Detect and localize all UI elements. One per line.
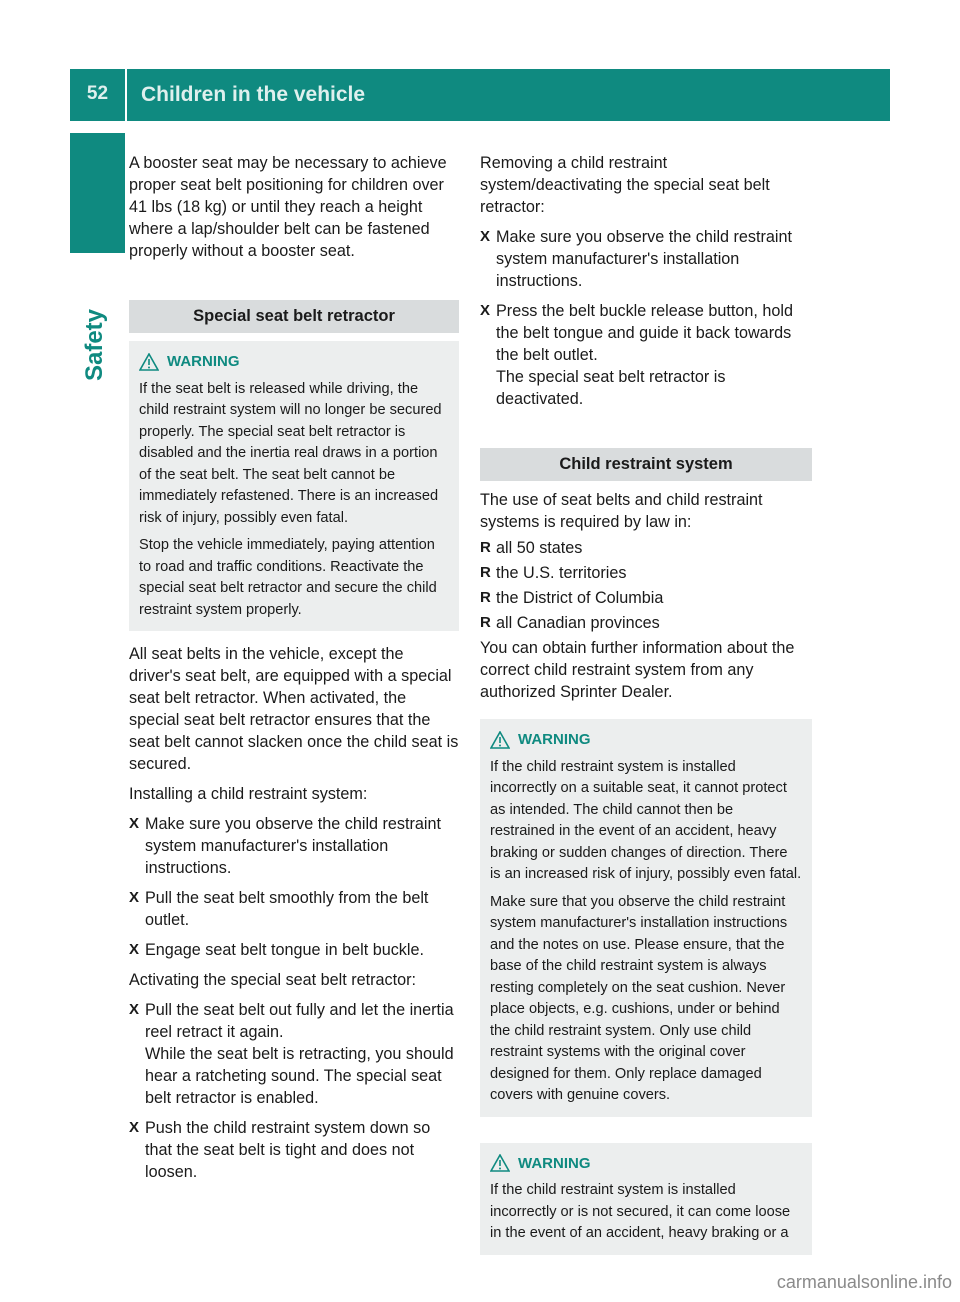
right-column — [480, 152, 812, 1267]
instruction-label: Removing a child restraint system/deactivating the special seat belt retractor: — [480, 154, 770, 216]
warning-box — [129, 341, 459, 631]
warning-header — [490, 1153, 802, 1175]
warning-label: WARNING — [518, 1154, 591, 1172]
warning-text: Make sure that you observe the child restraint system manufacturer's installation instructions and the notes on use. Please ensure, that the base of the child restraint system is always resting completely on the seat cushion. Never place objects, e.g. cushions, under or behind the child restraint system. Only use child restraint systems with the original cover designed for them. Only replace damaged covers with genuine covers. — [490, 893, 788, 1103]
step-text: Pull the seat belt out fully and let the inertia reel retract it again. — [145, 1001, 454, 1041]
warning-text: If the child restraint system is installed incorrectly or is not secured, it can come loose in the event of an accident, heavy braking or a — [490, 1182, 791, 1241]
page-title: Children in the vehicle — [141, 83, 366, 106]
warning-text: If the seat belt is released while driving, the child restraint system will no longer be secured properly. The special seat belt retractor is disabled and the inertia real draws in a portion of the seat belt. The seat belt cannot be immediately refastened. There is an increased risk of injury, possibly even fatal. — [139, 380, 442, 526]
step-item — [480, 226, 812, 292]
step-item — [129, 939, 459, 961]
warning-box — [480, 719, 812, 1117]
step-item — [129, 999, 459, 1109]
header-divider — [125, 69, 127, 121]
step-text: Make sure you observe the child restraint system manufacturer's installation instructions. — [496, 228, 793, 290]
step-note: While the seat belt is retracting, you should hear a ratcheting sound. The special seat belt retractor is enabled. — [145, 1045, 454, 1107]
step-arrow-icon: X — [129, 815, 140, 832]
step-text: Engage seat belt tongue in belt buckle. — [145, 941, 424, 959]
bullet-icon: R — [480, 614, 491, 631]
warning-triangle-icon — [490, 731, 510, 749]
step-arrow-icon: X — [480, 302, 491, 319]
watermark: carmanualsonline.info — [776, 1272, 952, 1292]
left-column — [129, 152, 459, 1191]
bullet-icon: R — [480, 564, 491, 581]
page-number: 52 — [86, 83, 109, 104]
body-paragraph: You can obtain further information about the correct child restraint system from any authorized Sprinter Dealer. — [480, 639, 795, 701]
section-tab — [70, 133, 125, 253]
section-heading-retractor: Special seat belt retractor — [129, 300, 459, 333]
list-item — [480, 612, 812, 634]
step-text: Make sure you observe the child restraint system manufacturer's installation instructions. — [145, 815, 442, 877]
list-item-text: all 50 states — [496, 539, 583, 557]
list-item-text: the U.S. territories — [496, 564, 627, 582]
list-item — [480, 537, 812, 559]
list-item — [480, 587, 812, 609]
intro-paragraph: A booster seat may be necessary to achieve proper seat belt positioning for children over 41 lbs (18 kg) or until they reach a height where a lap/shoulder belt can be fastened properly without a booster seat. — [129, 154, 447, 260]
step-item — [129, 813, 459, 879]
list-item-text: the District of Columbia — [496, 589, 664, 607]
warning-text: If the child restraint system is installed incorrectly on a suitable seat, it cannot protect as intended. The child cannot then be restrained in the event of an accident, heavy braking or sudden changes of direction. There is an increased risk of injury, possibly even fatal. — [490, 758, 802, 882]
step-note: The special seat belt retractor is deactivated. — [496, 368, 726, 408]
step-arrow-icon: X — [129, 941, 140, 958]
warning-header — [490, 729, 802, 751]
step-text: Push the child restraint system down so that the seat belt is tight and does not loosen. — [145, 1119, 431, 1181]
warning-box — [480, 1143, 812, 1255]
warning-text: Stop the vehicle immediately, paying attention to road and traffic conditions. Reactivate the special seat belt retractor and secure the child restraint system properly. — [139, 537, 437, 618]
warning-header — [139, 351, 449, 373]
step-arrow-icon: X — [129, 1119, 140, 1136]
warning-label: WARNING — [518, 731, 591, 748]
list-item-text: all Canadian provinces — [496, 614, 660, 632]
section-label: Safety — [81, 308, 108, 382]
step-item — [480, 300, 812, 410]
step-item — [129, 1117, 459, 1183]
body-paragraph: All seat belts in the vehicle, except the driver's seat belt, are equipped with a special seat belt retractor. When activated, the special seat belt retractor ensures that the seat belt cannot slacken once the child seat is secured. — [129, 645, 459, 773]
step-arrow-icon: X — [480, 228, 491, 245]
step-item — [129, 887, 459, 931]
section-heading-child-restraint: Child restraint system — [480, 448, 812, 481]
step-arrow-icon: X — [129, 889, 140, 906]
step-text: Pull the seat belt smoothly from the belt outlet. — [145, 889, 429, 929]
bullet-icon: R — [480, 589, 491, 606]
list-item — [480, 562, 812, 584]
step-arrow-icon: X — [129, 1001, 140, 1018]
instruction-label: Activating the special seat belt retractor: — [129, 971, 417, 989]
warning-label: WARNING — [167, 353, 240, 370]
instruction-label: Installing a child restraint system: — [129, 785, 368, 803]
warning-triangle-icon — [139, 353, 159, 371]
body-paragraph: The use of seat belts and child restraint systems is required by law in: — [480, 491, 763, 531]
warning-triangle-icon — [490, 1154, 510, 1172]
step-text: Press the belt buckle release button, hold the belt tongue and guide it back towards the belt outlet. — [496, 302, 793, 364]
bullet-icon: R — [480, 539, 491, 556]
